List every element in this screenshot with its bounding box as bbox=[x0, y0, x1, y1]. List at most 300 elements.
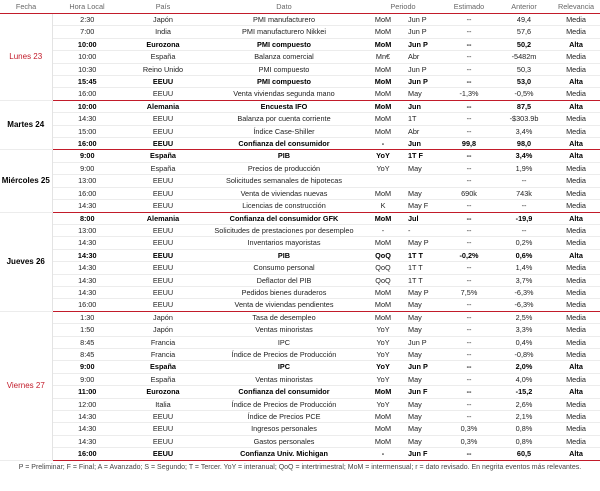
estimado-cell: -- bbox=[442, 76, 496, 88]
table-row bbox=[0, 411, 600, 423]
hora-cell: 16:00 bbox=[52, 299, 122, 311]
hora-cell: 16:00 bbox=[52, 448, 122, 460]
anterior-cell: 0,8% bbox=[496, 435, 552, 447]
hora-cell: 1:50 bbox=[52, 324, 122, 336]
periodo-cell: Abr bbox=[402, 125, 442, 137]
estimado-cell: 690k bbox=[442, 187, 496, 199]
estimado-cell: -- bbox=[442, 38, 496, 50]
hora-cell: 8:45 bbox=[52, 348, 122, 360]
dato-cell: IPC bbox=[204, 336, 364, 348]
pais-cell: Eurozona bbox=[122, 38, 204, 50]
relevancia-cell: Alta bbox=[552, 386, 600, 398]
periodo-cell: Jun P bbox=[402, 63, 442, 75]
table-row bbox=[0, 262, 600, 274]
anterior-cell: -- bbox=[496, 175, 552, 187]
estimado-cell: -- bbox=[442, 348, 496, 360]
periodo-cell: Jun P bbox=[402, 361, 442, 373]
dato-cell: Ventas minoristas bbox=[204, 373, 364, 385]
periodo-cell: Abr bbox=[402, 51, 442, 63]
table-row bbox=[0, 100, 600, 112]
anterior-cell: 50,2 bbox=[496, 38, 552, 50]
pais-cell: Alemania bbox=[122, 212, 204, 224]
relevancia-cell: Alta bbox=[552, 448, 600, 460]
header-hora: Hora Local bbox=[52, 0, 122, 14]
anterior-cell: 3,7% bbox=[496, 274, 552, 286]
table-row bbox=[0, 336, 600, 348]
table-row bbox=[0, 361, 600, 373]
tipo-cell: MoM bbox=[364, 113, 402, 125]
periodo-cell: Jun bbox=[402, 100, 442, 112]
table-row bbox=[0, 299, 600, 311]
estimado-cell: -- bbox=[442, 200, 496, 212]
tipo-cell: - bbox=[364, 138, 402, 150]
anterior-cell: 60,5 bbox=[496, 448, 552, 460]
pais-cell: España bbox=[122, 51, 204, 63]
estimado-cell: 0,3% bbox=[442, 423, 496, 435]
pais-cell: EEUU bbox=[122, 113, 204, 125]
hora-cell: 9:00 bbox=[52, 373, 122, 385]
pais-cell: España bbox=[122, 361, 204, 373]
periodo-cell: Jul bbox=[402, 212, 442, 224]
table-row bbox=[0, 398, 600, 410]
tipo-cell: MoM bbox=[364, 212, 402, 224]
hora-cell: 14:30 bbox=[52, 200, 122, 212]
estimado-cell: 0,3% bbox=[442, 435, 496, 447]
periodo-cell: May bbox=[402, 311, 442, 323]
dato-cell: PMI compuesto bbox=[204, 38, 364, 50]
table-row bbox=[0, 224, 600, 236]
table-row bbox=[0, 286, 600, 298]
relevancia-cell: Alta bbox=[552, 76, 600, 88]
pais-cell: EEUU bbox=[122, 138, 204, 150]
table-row bbox=[0, 373, 600, 385]
dato-cell: Índice de Precios de Producción bbox=[204, 398, 364, 410]
tipo-cell: QoQ bbox=[364, 262, 402, 274]
tipo-cell: MoM bbox=[364, 88, 402, 100]
hora-cell: 15:00 bbox=[52, 125, 122, 137]
dato-cell: PMI compuesto bbox=[204, 76, 364, 88]
hora-cell: 14:30 bbox=[52, 274, 122, 286]
tipo-cell: K bbox=[364, 200, 402, 212]
dato-cell: Confianza Univ. Michigan bbox=[204, 448, 364, 460]
tipo-cell bbox=[364, 175, 402, 187]
header-estimado: Estimado bbox=[442, 0, 496, 14]
pais-cell: Japón bbox=[122, 324, 204, 336]
relevancia-cell: Media bbox=[552, 187, 600, 199]
estimado-cell: -- bbox=[442, 51, 496, 63]
tipo-cell: YoY bbox=[364, 373, 402, 385]
header-relevancia: Relevancia bbox=[552, 0, 600, 14]
pais-cell: EEUU bbox=[122, 187, 204, 199]
tipo-cell: Mn€ bbox=[364, 51, 402, 63]
relevancia-cell: Alta bbox=[552, 38, 600, 50]
pais-cell: Reino Unido bbox=[122, 63, 204, 75]
periodo-cell: May F bbox=[402, 200, 442, 212]
estimado-cell: -- bbox=[442, 162, 496, 174]
anterior-cell: 50,3 bbox=[496, 63, 552, 75]
dato-cell: IPC bbox=[204, 361, 364, 373]
hora-cell: 16:00 bbox=[52, 187, 122, 199]
pais-cell: Japón bbox=[122, 14, 204, 26]
hora-cell: 2:30 bbox=[52, 14, 122, 26]
relevancia-cell: Media bbox=[552, 324, 600, 336]
relevancia-cell: Media bbox=[552, 398, 600, 410]
table-row bbox=[0, 200, 600, 212]
table-row bbox=[0, 386, 600, 398]
header-periodo: Periodo bbox=[364, 0, 442, 14]
anterior-cell: 98,0 bbox=[496, 138, 552, 150]
anterior-cell: 743k bbox=[496, 187, 552, 199]
dato-cell: PMI manufacturero bbox=[204, 14, 364, 26]
estimado-cell: -- bbox=[442, 324, 496, 336]
hora-cell: 7:00 bbox=[52, 26, 122, 38]
tipo-cell: MoM bbox=[364, 63, 402, 75]
periodo-cell: May bbox=[402, 187, 442, 199]
relevancia-cell: Alta bbox=[552, 249, 600, 261]
pais-cell: EEUU bbox=[122, 88, 204, 100]
tipo-cell: YoY bbox=[364, 348, 402, 360]
hora-cell: 14:30 bbox=[52, 435, 122, 447]
anterior-cell: 0,4% bbox=[496, 336, 552, 348]
dato-cell: Precios de producción bbox=[204, 162, 364, 174]
anterior-cell: -0,8% bbox=[496, 348, 552, 360]
relevancia-cell: Media bbox=[552, 162, 600, 174]
relevancia-cell: Media bbox=[552, 175, 600, 187]
estimado-cell: -- bbox=[442, 311, 496, 323]
relevancia-cell: Media bbox=[552, 125, 600, 137]
tipo-cell: YoY bbox=[364, 324, 402, 336]
relevancia-cell: Alta bbox=[552, 150, 600, 162]
table-row bbox=[0, 448, 600, 460]
periodo-cell: May bbox=[402, 348, 442, 360]
relevancia-cell: Media bbox=[552, 373, 600, 385]
anterior-cell: -$303.9b bbox=[496, 113, 552, 125]
estimado-cell: -- bbox=[442, 26, 496, 38]
pais-cell: EEUU bbox=[122, 76, 204, 88]
hora-cell: 9:00 bbox=[52, 361, 122, 373]
table-row bbox=[0, 14, 600, 26]
table-row bbox=[0, 237, 600, 249]
relevancia-cell: Media bbox=[552, 348, 600, 360]
estimado-cell: -- bbox=[442, 14, 496, 26]
tipo-cell: MoM bbox=[364, 386, 402, 398]
calendar-body bbox=[0, 14, 600, 461]
table-row bbox=[0, 212, 600, 224]
relevancia-cell: Media bbox=[552, 299, 600, 311]
hora-cell: 10:00 bbox=[52, 38, 122, 50]
estimado-cell: -- bbox=[442, 398, 496, 410]
relevancia-cell: Alta bbox=[552, 212, 600, 224]
relevancia-cell: Alta bbox=[552, 138, 600, 150]
estimado-cell: -- bbox=[442, 448, 496, 460]
relevancia-cell: Alta bbox=[552, 100, 600, 112]
periodo-cell: 1T F bbox=[402, 150, 442, 162]
tipo-cell: MoM bbox=[364, 125, 402, 137]
dato-cell: Consumo personal bbox=[204, 262, 364, 274]
tipo-cell: MoM bbox=[364, 299, 402, 311]
table-row bbox=[0, 311, 600, 323]
dato-cell: Balanza por cuenta corriente bbox=[204, 113, 364, 125]
table-row bbox=[0, 274, 600, 286]
tipo-cell: MoM bbox=[364, 411, 402, 423]
dato-cell: Venta de viviendas pendientes bbox=[204, 299, 364, 311]
anterior-cell: 1,4% bbox=[496, 262, 552, 274]
estimado-cell: -- bbox=[442, 113, 496, 125]
periodo-cell: May bbox=[402, 162, 442, 174]
periodo-cell: Jun P bbox=[402, 26, 442, 38]
anterior-cell: 2,5% bbox=[496, 311, 552, 323]
tipo-cell: YoY bbox=[364, 150, 402, 162]
estimado-cell: -- bbox=[442, 224, 496, 236]
relevancia-cell: Alta bbox=[552, 361, 600, 373]
anterior-cell: 0,2% bbox=[496, 237, 552, 249]
table-header-row bbox=[0, 0, 600, 14]
day-label: Lunes 23 bbox=[0, 14, 52, 101]
anterior-cell: 2,6% bbox=[496, 398, 552, 410]
estimado-cell: -- bbox=[442, 150, 496, 162]
tipo-cell: YoY bbox=[364, 336, 402, 348]
hora-cell: 14:30 bbox=[52, 262, 122, 274]
pais-cell: India bbox=[122, 26, 204, 38]
pais-cell: Japón bbox=[122, 311, 204, 323]
table-row bbox=[0, 348, 600, 360]
estimado-cell: -- bbox=[442, 411, 496, 423]
anterior-cell: -- bbox=[496, 224, 552, 236]
periodo-cell: May bbox=[402, 411, 442, 423]
relevancia-cell: Media bbox=[552, 411, 600, 423]
pais-cell: España bbox=[122, 150, 204, 162]
table-row bbox=[0, 88, 600, 100]
tipo-cell: MoM bbox=[364, 286, 402, 298]
relevancia-cell: Media bbox=[552, 63, 600, 75]
anterior-cell: 49,4 bbox=[496, 14, 552, 26]
estimado-cell: -- bbox=[442, 274, 496, 286]
estimado-cell: -- bbox=[442, 100, 496, 112]
hora-cell: 12:00 bbox=[52, 398, 122, 410]
day-label: Miércoles 25 bbox=[0, 150, 52, 212]
tipo-cell: MoM bbox=[364, 423, 402, 435]
anterior-cell: 0,8% bbox=[496, 423, 552, 435]
dato-cell: Solicitudes de prestaciones por desempleo bbox=[204, 224, 364, 236]
hora-cell: 15:45 bbox=[52, 76, 122, 88]
dato-cell: Encuesta IFO bbox=[204, 100, 364, 112]
periodo-cell: Jun P bbox=[402, 38, 442, 50]
relevancia-cell: Media bbox=[552, 311, 600, 323]
anterior-cell: 3,3% bbox=[496, 324, 552, 336]
hora-cell: 13:00 bbox=[52, 224, 122, 236]
table-row bbox=[0, 423, 600, 435]
periodo-cell: Jun bbox=[402, 138, 442, 150]
periodo-cell: May bbox=[402, 324, 442, 336]
tipo-cell: YoY bbox=[364, 162, 402, 174]
tipo-cell: MoM bbox=[364, 26, 402, 38]
tipo-cell: MoM bbox=[364, 14, 402, 26]
dato-cell: Ventas minoristas bbox=[204, 324, 364, 336]
day-label: Jueves 26 bbox=[0, 212, 52, 311]
estimado-cell: -- bbox=[442, 212, 496, 224]
anterior-cell: -6,3% bbox=[496, 299, 552, 311]
header-fecha: Fecha bbox=[0, 0, 52, 14]
hora-cell: 9:00 bbox=[52, 162, 122, 174]
relevancia-cell: Media bbox=[552, 88, 600, 100]
estimado-cell: -- bbox=[442, 63, 496, 75]
dato-cell: Confianza del consumidor GFK bbox=[204, 212, 364, 224]
anterior-cell: 3,4% bbox=[496, 125, 552, 137]
periodo-cell: Jun P bbox=[402, 14, 442, 26]
anterior-cell: 87,5 bbox=[496, 100, 552, 112]
hora-cell: 14:30 bbox=[52, 286, 122, 298]
table-row bbox=[0, 38, 600, 50]
anterior-cell: 2,0% bbox=[496, 361, 552, 373]
table-row bbox=[0, 26, 600, 38]
pais-cell: EEUU bbox=[122, 224, 204, 236]
table-row bbox=[0, 138, 600, 150]
periodo-cell: May bbox=[402, 373, 442, 385]
tipo-cell: MoM bbox=[364, 38, 402, 50]
pais-cell: Francia bbox=[122, 336, 204, 348]
relevancia-cell: Media bbox=[552, 237, 600, 249]
hora-cell: 14:30 bbox=[52, 411, 122, 423]
estimado-cell: -- bbox=[442, 299, 496, 311]
dato-cell: Balanza comercial bbox=[204, 51, 364, 63]
dato-cell: PMI compuesto bbox=[204, 63, 364, 75]
dato-cell: Índice de Precios PCE bbox=[204, 411, 364, 423]
estimado-cell: -- bbox=[442, 386, 496, 398]
anterior-cell: -19,9 bbox=[496, 212, 552, 224]
dato-cell: Tasa de desempleo bbox=[204, 311, 364, 323]
dato-cell: Deflactor del PIB bbox=[204, 274, 364, 286]
pais-cell: Alemania bbox=[122, 100, 204, 112]
dato-cell: PIB bbox=[204, 249, 364, 261]
periodo-cell: 1T T bbox=[402, 249, 442, 261]
relevancia-cell: Media bbox=[552, 113, 600, 125]
tipo-cell: YoY bbox=[364, 361, 402, 373]
estimado-cell: 7,5% bbox=[442, 286, 496, 298]
pais-cell: EEUU bbox=[122, 249, 204, 261]
dato-cell: Pedidos bienes duraderos bbox=[204, 286, 364, 298]
tipo-cell: MoM bbox=[364, 76, 402, 88]
table-row bbox=[0, 63, 600, 75]
pais-cell: EEUU bbox=[122, 274, 204, 286]
pais-cell: EEUU bbox=[122, 435, 204, 447]
anterior-cell: 2,1% bbox=[496, 411, 552, 423]
dato-cell: Gastos personales bbox=[204, 435, 364, 447]
tipo-cell: - bbox=[364, 448, 402, 460]
periodo-cell: May bbox=[402, 398, 442, 410]
anterior-cell: 4,0% bbox=[496, 373, 552, 385]
pais-cell: España bbox=[122, 373, 204, 385]
tipo-cell: QoQ bbox=[364, 274, 402, 286]
dato-cell: PIB bbox=[204, 150, 364, 162]
hora-cell: 8:00 bbox=[52, 212, 122, 224]
periodo-cell: 1T T bbox=[402, 262, 442, 274]
periodo-cell: May bbox=[402, 299, 442, 311]
pais-cell: EEUU bbox=[122, 200, 204, 212]
relevancia-cell: Media bbox=[552, 336, 600, 348]
estimado-cell: -0,2% bbox=[442, 249, 496, 261]
table-row bbox=[0, 249, 600, 261]
relevancia-cell: Media bbox=[552, 26, 600, 38]
table-row bbox=[0, 150, 600, 162]
pais-cell: Eurozona bbox=[122, 386, 204, 398]
header-anterior: Anterior bbox=[496, 0, 552, 14]
hora-cell: 8:45 bbox=[52, 336, 122, 348]
tipo-cell: MoM bbox=[364, 187, 402, 199]
pais-cell: EEUU bbox=[122, 423, 204, 435]
hora-cell: 9:00 bbox=[52, 150, 122, 162]
hora-cell: 10:00 bbox=[52, 51, 122, 63]
hora-cell: 16:00 bbox=[52, 138, 122, 150]
tipo-cell: MoM bbox=[364, 100, 402, 112]
hora-cell: 1:30 bbox=[52, 311, 122, 323]
dato-cell: Confianza del consumidor bbox=[204, 386, 364, 398]
periodo-cell: Jun F bbox=[402, 386, 442, 398]
relevancia-cell: Media bbox=[552, 14, 600, 26]
anterior-cell: -5482m bbox=[496, 51, 552, 63]
periodo-cell bbox=[402, 175, 442, 187]
estimado-cell: -- bbox=[442, 125, 496, 137]
hora-cell: 16:00 bbox=[52, 88, 122, 100]
relevancia-cell: Media bbox=[552, 274, 600, 286]
periodo-cell: 1T bbox=[402, 113, 442, 125]
tipo-cell: QoQ bbox=[364, 249, 402, 261]
pais-cell: EEUU bbox=[122, 286, 204, 298]
footnote: P = Preliminar; F = Final; A = Avanzado; S = Segundo; T = Tercer. YoY = interanual; QoQ = intertrimestral; MoM = intermensual; r = dato revisado. En negrita eventos más relevantes. bbox=[18, 463, 582, 471]
estimado-cell: 99,8 bbox=[442, 138, 496, 150]
periodo-cell: Jun F bbox=[402, 448, 442, 460]
dato-cell: Índice de Precios de Producción bbox=[204, 348, 364, 360]
relevancia-cell: Media bbox=[552, 286, 600, 298]
hora-cell: 10:30 bbox=[52, 63, 122, 75]
periodo-cell: - bbox=[402, 224, 442, 236]
relevancia-cell: Media bbox=[552, 224, 600, 236]
anterior-cell: 3,4% bbox=[496, 150, 552, 162]
table-row bbox=[0, 435, 600, 447]
pais-cell: EEUU bbox=[122, 237, 204, 249]
relevancia-cell: Media bbox=[552, 51, 600, 63]
dato-cell: Confianza del consumidor bbox=[204, 138, 364, 150]
tipo-cell: MoM bbox=[364, 435, 402, 447]
anterior-cell: 1,9% bbox=[496, 162, 552, 174]
table-row bbox=[0, 175, 600, 187]
tipo-cell: MoM bbox=[364, 237, 402, 249]
periodo-cell: May bbox=[402, 423, 442, 435]
anterior-cell: -6,3% bbox=[496, 286, 552, 298]
anterior-cell: 57,6 bbox=[496, 26, 552, 38]
hora-cell: 14:30 bbox=[52, 423, 122, 435]
tipo-cell: YoY bbox=[364, 398, 402, 410]
relevancia-cell: Media bbox=[552, 435, 600, 447]
pais-cell: EEUU bbox=[122, 448, 204, 460]
periodo-cell: Jun P bbox=[402, 336, 442, 348]
periodo-cell: 1T T bbox=[402, 274, 442, 286]
dato-cell: Ingresos personales bbox=[204, 423, 364, 435]
dato-cell: Inventarios mayoristas bbox=[204, 237, 364, 249]
dato-cell: Venta viviendas segunda mano bbox=[204, 88, 364, 100]
anterior-cell: -15,2 bbox=[496, 386, 552, 398]
anterior-cell: -- bbox=[496, 200, 552, 212]
hora-cell: 14:30 bbox=[52, 113, 122, 125]
table-row bbox=[0, 324, 600, 336]
dato-cell: Licencias de construcción bbox=[204, 200, 364, 212]
pais-cell: EEUU bbox=[122, 125, 204, 137]
estimado-cell: -- bbox=[442, 361, 496, 373]
dato-cell: Venta de viviendas nuevas bbox=[204, 187, 364, 199]
table-row bbox=[0, 125, 600, 137]
relevancia-cell: Media bbox=[552, 423, 600, 435]
hora-cell: 14:30 bbox=[52, 237, 122, 249]
table-row bbox=[0, 76, 600, 88]
